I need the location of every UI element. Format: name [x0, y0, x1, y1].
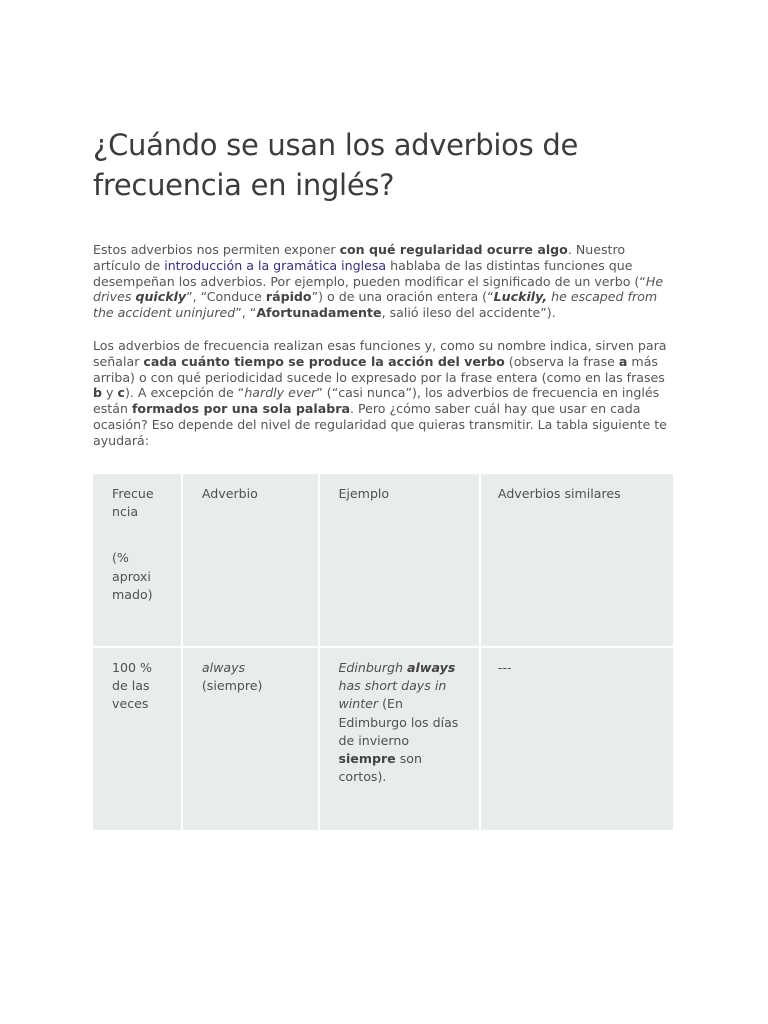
- text-segment: son cortos).: [338, 751, 422, 785]
- text-segment: ). A excepción de “: [124, 385, 245, 401]
- text-segment: Los adverbios de frecuencia realizan esas funciones y, como su nombre indica, sirven para señalar: [93, 337, 667, 369]
- text-segment: always: [407, 660, 456, 675]
- text-segment: . Nuestro artículo de: [93, 242, 626, 273]
- text-segment: he escaped from the accident uninjured: [93, 289, 658, 321]
- text-segment: . Pero ¿cómo saber cuál hay que usar en cada ocasión? Eso depende del nivel de regularidad que quieras transmitir. La tabla siguiente te ayudará:: [93, 401, 667, 448]
- article: [93, 125, 673, 449]
- header-note-line: (%: [112, 550, 129, 566]
- text-segment: y: [102, 385, 118, 401]
- table-row: [93, 647, 673, 830]
- adverbio-english: always: [201, 660, 246, 675]
- text-segment: con qué regularidad ocurre algo: [339, 242, 568, 257]
- text-segment: quickly: [135, 289, 187, 305]
- text-segment: cada cuánto tiempo se produce la acción del verbo: [143, 353, 505, 369]
- page-title: ¿Cuándo se usan los adverbios de frecuencia en inglés?: [93, 128, 578, 202]
- frecuencia-line: 100 %: [112, 660, 153, 675]
- text-segment: Luckily,: [493, 289, 548, 305]
- header-adverbio-label: Adverbio: [201, 486, 258, 501]
- header-frecuencia-line: Frecue: [112, 486, 154, 501]
- header-similares: [480, 474, 673, 647]
- cell-frecuencia: [93, 647, 182, 830]
- text-segment: Afortunadamente: [256, 305, 382, 321]
- cell-ejemplo: [319, 647, 479, 830]
- header-note-line: aproxi: [112, 568, 151, 584]
- table-header-row: [93, 474, 673, 647]
- text-segment: a: [618, 353, 628, 369]
- text-segment: formados por una sola palabra: [131, 401, 350, 417]
- similares-text: ---: [497, 660, 512, 675]
- grammar-intro-link[interactable]: introducción a la gramática inglesa: [164, 257, 391, 273]
- adverbio-spanish: (siempre): [201, 678, 263, 694]
- header-ejemplo-label: Ejemplo: [338, 486, 390, 501]
- text-segment: (observa la frase: [504, 353, 619, 369]
- header-frecuencia: [93, 474, 182, 647]
- text-segment: He drives: [93, 273, 664, 305]
- cell-similares: [480, 647, 673, 830]
- text-segment: (En Edimburgo los días de invierno: [338, 696, 459, 748]
- text-segment: ”, “: [235, 305, 257, 321]
- text-segment: has short days in winter: [338, 678, 447, 712]
- text-segment: c: [117, 385, 125, 401]
- frecuencia-line: veces: [112, 696, 149, 712]
- intro-paragraph: [93, 242, 673, 321]
- text-segment: ”) o de una oración entera (“: [311, 289, 494, 305]
- text-segment: Estos adverbios nos permiten exponer: [93, 242, 340, 257]
- ejemplo-text: [320, 648, 478, 786]
- header-ejemplo: [319, 474, 479, 647]
- header-note-line: mado): [112, 586, 153, 602]
- explanation-paragraph: [93, 338, 673, 449]
- text-segment: , salió ileso del accidente”).: [381, 305, 556, 321]
- text-segment: rápido: [265, 289, 312, 305]
- text-segment: más arriba) o con qué periodicidad sucede lo expresado por la frase entera (como en las frases: [93, 353, 665, 385]
- text-segment: ” (“casi nunca”), los adverbios de frecuencia en inglés están: [93, 385, 660, 417]
- header-similares-label: Adverbios similares: [497, 486, 621, 501]
- text-segment: siempre: [338, 751, 396, 767]
- text-segment: hardly ever: [244, 385, 317, 401]
- header-frecuencia-line: ncia: [112, 504, 139, 520]
- text-segment: Edinburgh: [338, 660, 408, 675]
- text-segment: hablaba de las distintas funciones que desempeñan los adverbios. Por ejemplo, pueden modificar el significado de un verbo (“: [93, 257, 646, 289]
- text-segment: ”, “Conduce: [186, 289, 266, 305]
- header-adverbio: [182, 474, 320, 647]
- frecuencia-line: de las: [112, 678, 150, 694]
- cell-adverbio: [182, 647, 320, 830]
- frequency-table: [93, 474, 673, 830]
- text-segment: b: [93, 385, 103, 401]
